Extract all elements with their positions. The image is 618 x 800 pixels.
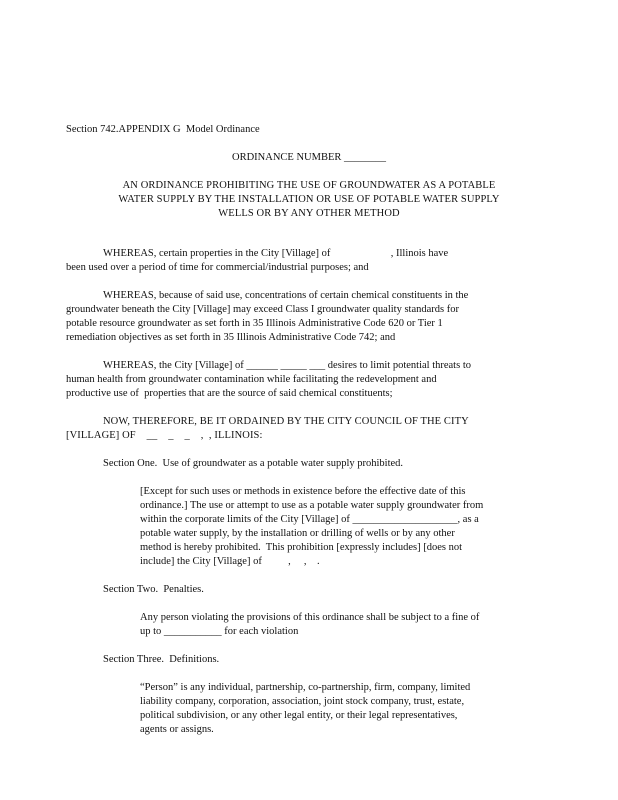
ordinance-number: ORDINANCE NUMBER ________ xyxy=(231,152,386,163)
paragraph-line: [VILLAGE] OF __ _ _ , , ILLINOIS: xyxy=(66,430,263,441)
paragraph-line: “Person” is any individual, partnership, co-partnership, firm, company, limited xyxy=(140,682,471,693)
section-two-heading: Section Two. Penalties. xyxy=(103,584,204,595)
section-heading: Section 742.APPENDIX G Model Ordinance xyxy=(66,124,260,135)
paragraph-line: human health from groundwater contamination while facilitating the redevelopment and xyxy=(66,374,437,385)
title-line: AN ORDINANCE PROHIBITING THE USE OF GROUNDWATER AS A POTABLE xyxy=(122,180,496,191)
paragraph-line: within the corporate limits of the City [Village] of ____________________, as a xyxy=(140,514,479,525)
paragraph-line: been used over a period of time for commercial/industrial purposes; and xyxy=(66,262,369,273)
paragraph-line: remediation objectives as set forth in 35 Illinois Administrative Code 742; and xyxy=(66,332,396,343)
paragraph-line: WHEREAS, certain properties in the City [Village] of , Illinois have xyxy=(103,248,449,259)
paragraph-line: groundwater beneath the City [Village] may exceed Class I groundwater quality standards for xyxy=(66,304,459,315)
paragraph-line: NOW, THEREFORE, BE IT ORDAINED BY THE CITY COUNCIL OF THE CITY xyxy=(103,416,469,427)
title-line: WATER SUPPLY BY THE INSTALLATION OR USE OF POTABLE WATER SUPPLY xyxy=(118,194,500,205)
paragraph-line: up to ___________ for each violation xyxy=(140,626,299,637)
paragraph-line: potable water supply, by the installation or drilling of wells or by any other xyxy=(140,528,455,539)
paragraph-line: potable resource groundwater as set forth in 35 Illinois Administrative Code 620 or Tier 1 xyxy=(66,318,443,329)
paragraph-line: [Except for such uses or methods in existence before the effective date of this xyxy=(140,486,466,497)
paragraph-line: method is hereby prohibited. This prohibition [expressly includes] [does not xyxy=(140,542,463,553)
paragraph-line: WHEREAS, because of said use, concentrations of certain chemical constituents in the xyxy=(103,290,469,301)
paragraph-line: agents or assigns. xyxy=(140,724,214,735)
paragraph-line: productive use of properties that are the source of said chemical constituents; xyxy=(66,388,393,399)
title-line: WELLS OR BY ANY OTHER METHOD xyxy=(218,208,400,219)
section-three-heading: Section Three. Definitions. xyxy=(103,654,220,665)
paragraph-line: include] the City [Village] of , , . xyxy=(140,556,320,567)
paragraph-line: political subdivision, or any other legal entity, or their legal representatives, xyxy=(140,710,458,721)
paragraph-line: ordinance.] The use or attempt to use as a potable water supply groundwater from xyxy=(140,500,484,511)
paragraph-line: WHEREAS, the City [Village] of ______ _____ ___ desires to limit potential threats to xyxy=(103,360,471,371)
paragraph-line: liability company, corporation, association, joint stock company, trust, estate, xyxy=(140,696,465,707)
section-one-heading: Section One. Use of groundwater as a potable water supply prohibited. xyxy=(103,458,404,469)
paragraph-line: Any person violating the provisions of this ordinance shall be subject to a fine of xyxy=(140,612,480,623)
